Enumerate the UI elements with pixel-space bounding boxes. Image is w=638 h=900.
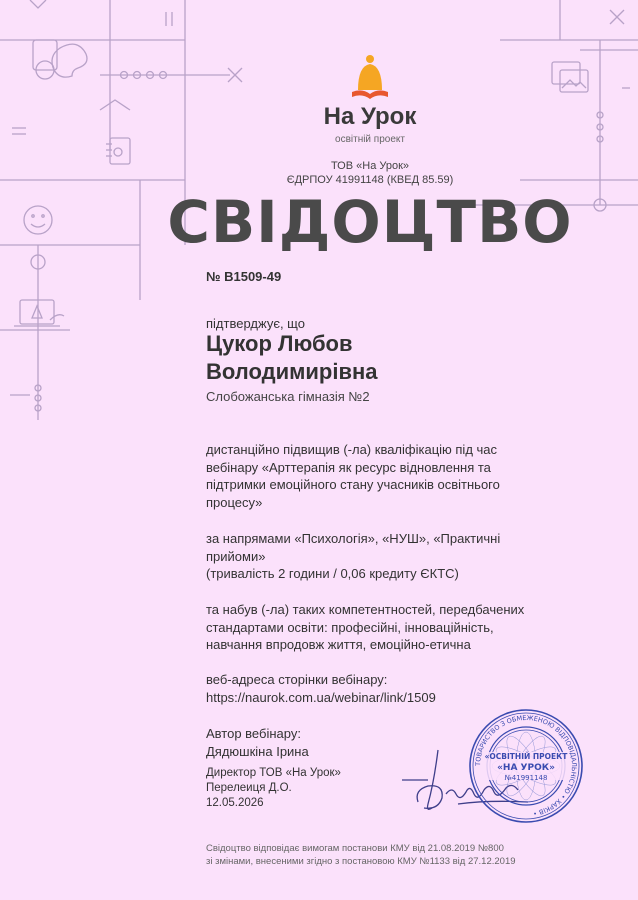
logo-name: На Урок [323, 103, 417, 130]
webinar-link-block [206, 671, 566, 706]
director-block [206, 766, 341, 811]
competences-line: та набув (-ла) таких компетентностей, передбачених [206, 602, 525, 617]
course-line: вебінару «Арттерапія як ресурс відновлення та [206, 459, 491, 475]
org-code: ЄДРПОУ 41991148 (КВЕД 85.59) [286, 174, 454, 186]
director-label: Директор ТОВ «На Урок» [206, 767, 341, 779]
stamp-code-text: №41991148 [504, 774, 548, 782]
stamp-main-text: «НА УРОК» [497, 763, 555, 773]
naurok-logo-icon [300, 52, 440, 102]
webinar-link-label: веб-адреса сторінки вебінару: [206, 672, 388, 687]
footer-line: Свідоцтво відповідає вимогам постанови КМУ від 21.08.2019 №800 [206, 843, 504, 854]
org-name: ТОВ «На Урок» [330, 160, 410, 172]
recipient-name [206, 330, 586, 386]
certificate-title: СВІДОЦТВО [167, 188, 573, 256]
directions-line: за напрямами «Психологія», «НУШ», «Практичні [206, 531, 501, 546]
author-name: Дядюшкіна Ірина [206, 743, 309, 759]
footer-line: зі змінами, внесеними згідно з постановою КМУ №1133 від 27.12.2019 [206, 856, 516, 867]
competences-text [206, 601, 566, 654]
stamp-ring-text: ТОВАРИСТВО З ОБМЕЖЕНОЮ ВІДПОВІДАЛЬНІСТЮ • ХАРКІВ • [473, 713, 579, 818]
course-line: процесу» [206, 494, 263, 510]
organization-info [200, 159, 540, 187]
confirm-text: підтверджує, що [206, 316, 305, 331]
directions-text [206, 530, 566, 583]
official-stamp-icon [468, 708, 584, 824]
course-line: підтримки емоційного стану учасників освітнього [206, 477, 500, 492]
duration-line: (тривалість 2 години / 0,06 кредиту ЄКТС) [206, 566, 459, 581]
recipient-surname: Цукор Любов [206, 331, 353, 356]
competences-line: навчання впродовж життя, емоційно-етична [206, 637, 471, 652]
issue-date: 12.05.2026 [206, 797, 264, 809]
director-name: Перелеиця Д.О. [206, 782, 292, 794]
recipient-patronymic: Володимирівна [206, 359, 378, 384]
author-label: Автор вебінару: [206, 726, 301, 741]
course-line: дистанційно підвищив (-ла) кваліфікацію під час [206, 442, 498, 457]
webinar-link[interactable]: https://naurok.com.ua/webinar/link/1509 [206, 689, 436, 705]
directions-line: прийоми» [206, 548, 266, 564]
competences-line: стандартами освіти: професійні, інноваційність, [206, 619, 494, 635]
legal-footer [206, 842, 586, 868]
stamp-top-text: «ОСВІТНІЙ ПРОЕКТ [484, 752, 568, 761]
course-text [206, 441, 566, 511]
school-name: Слобожанська гімназія №2 [206, 389, 370, 404]
certificate-number: № В1509-49 [206, 269, 282, 284]
logo-subtitle: освітній проект [335, 134, 405, 145]
